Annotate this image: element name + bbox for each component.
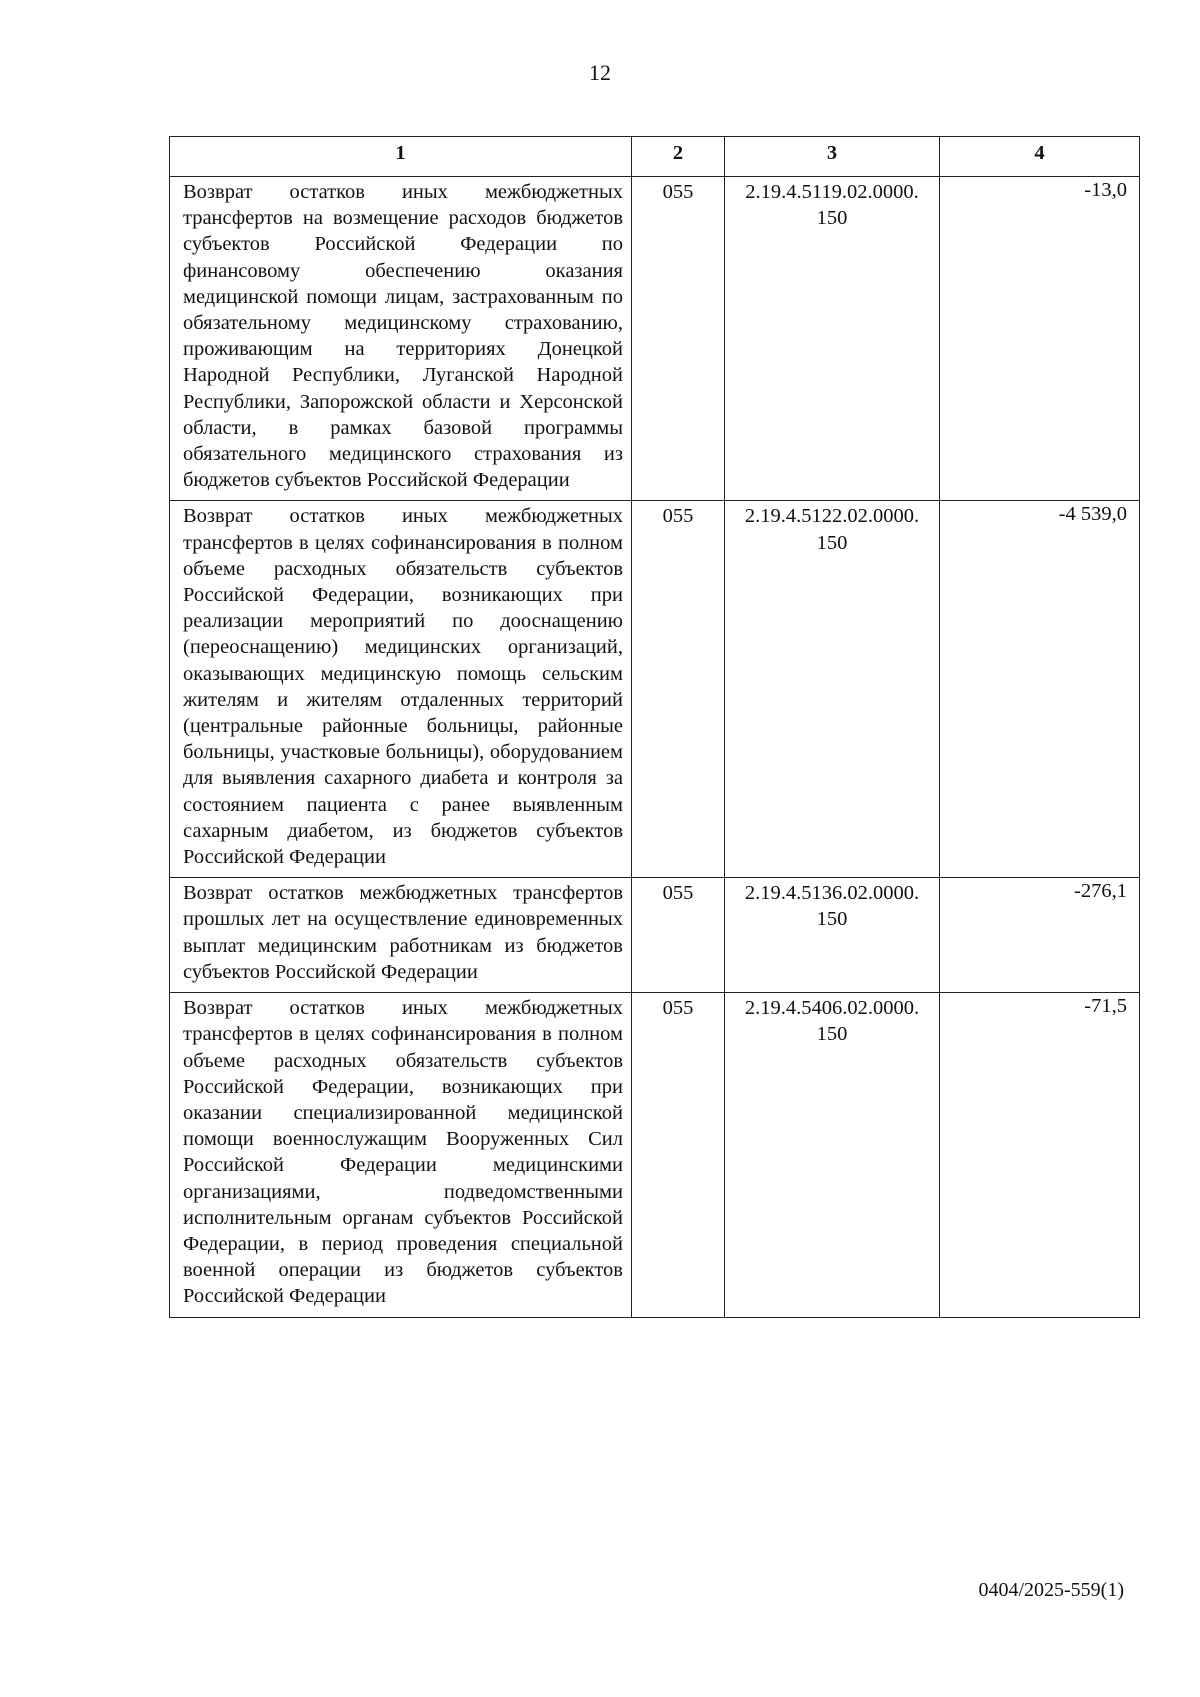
row-budget-code (725, 501, 940, 878)
table-header-row (170, 137, 1140, 177)
header-col-4: 4 (940, 137, 1140, 177)
header-col-3: 3 (725, 137, 940, 177)
table-row (170, 993, 1140, 1317)
row-amount: -71,5 (940, 993, 1140, 1317)
row-admin-code: 055 (632, 501, 725, 878)
row-budget-code (725, 878, 940, 993)
row-description: Возврат остатков иных межбюджетных трансфертов на возмещение расходов бюджетов субъектов Российской Федерации по финансовому обеспечению оказания медицинской помощи лицам, застрахованным по обязательному медицинскому страхованию, проживающим на территориях Донецкой Народной Республики, Луганской Народной Республики, Запорожской области и Херсонской области, в рамках базовой программы обязательного медицинского страхования из бюджетов субъектов Российской Федерации (170, 177, 632, 501)
budget-code-line-2: 150 (816, 908, 848, 931)
row-amount: -276,1 (940, 878, 1140, 993)
budget-code-line-1: 2.19.4.5119.02.0000. (745, 181, 919, 203)
header-col-1: 1 (170, 137, 632, 177)
row-amount: -4 539,0 (940, 501, 1140, 878)
row-budget-code (725, 993, 940, 1317)
row-admin-code: 055 (632, 177, 725, 501)
row-description: Возврат остатков межбюджетных трансфертов прошлых лет на осуществление единовременных выплат медицинским работникам из бюджетов субъектов Российской Федерации (170, 878, 632, 993)
table-row (170, 878, 1140, 993)
row-admin-code: 055 (632, 993, 725, 1317)
row-amount: -13,0 (940, 177, 1140, 501)
page-number: 12 (589, 60, 611, 85)
budget-table (169, 136, 1140, 1318)
budget-code-line-2: 150 (816, 1023, 848, 1046)
header-col-2: 2 (632, 137, 725, 177)
row-description: Возврат остатков иных межбюджетных трансфертов в целях софинансирования в полном объеме расходных обязательств субъектов Российской Федерации, возникающих при реализации мероприятий по дооснащению (переоснащению) медицинских организаций, оказывающих медицинскую помощь сельским жителям и жителям отдаленных территорий (центральные районные больницы, районные больницы, участковые больницы), оборудованием для выявления сахарного диабета и контроля за состоянием пациента с ранее выявленным сахарным диабетом, из бюджетов субъектов Российской Федерации (170, 501, 632, 878)
row-admin-code: 055 (632, 878, 725, 993)
budget-code-line-1: 2.19.4.5122.02.0000. (744, 505, 920, 528)
budget-code-line-1: 2.19.4.5406.02.0000. (744, 997, 920, 1020)
row-description: Возврат остатков иных межбюджетных трансфертов в целях софинансирования в полном объеме расходных обязательств субъектов Российской Федерации, возникающих при оказании специализированной медицинской помощи военнослужащим Вооруженных Сил Российской Федерации медицинскими организациями, подведомственными исполнительным органам субъектов Российской Федерации, в период проведения специальной военной операции из бюджетов субъектов Российской Федерации (170, 993, 632, 1317)
budget-code-line-2: 150 (816, 531, 848, 554)
row-budget-code (725, 177, 940, 501)
budget-code-line-1: 2.19.4.5136.02.0000. (744, 882, 920, 905)
table-row (170, 177, 1140, 501)
budget-code-line-2: 150 (816, 207, 848, 230)
document-id: 0404/2025-559(1) (978, 1579, 1124, 1601)
table-row (170, 501, 1140, 878)
